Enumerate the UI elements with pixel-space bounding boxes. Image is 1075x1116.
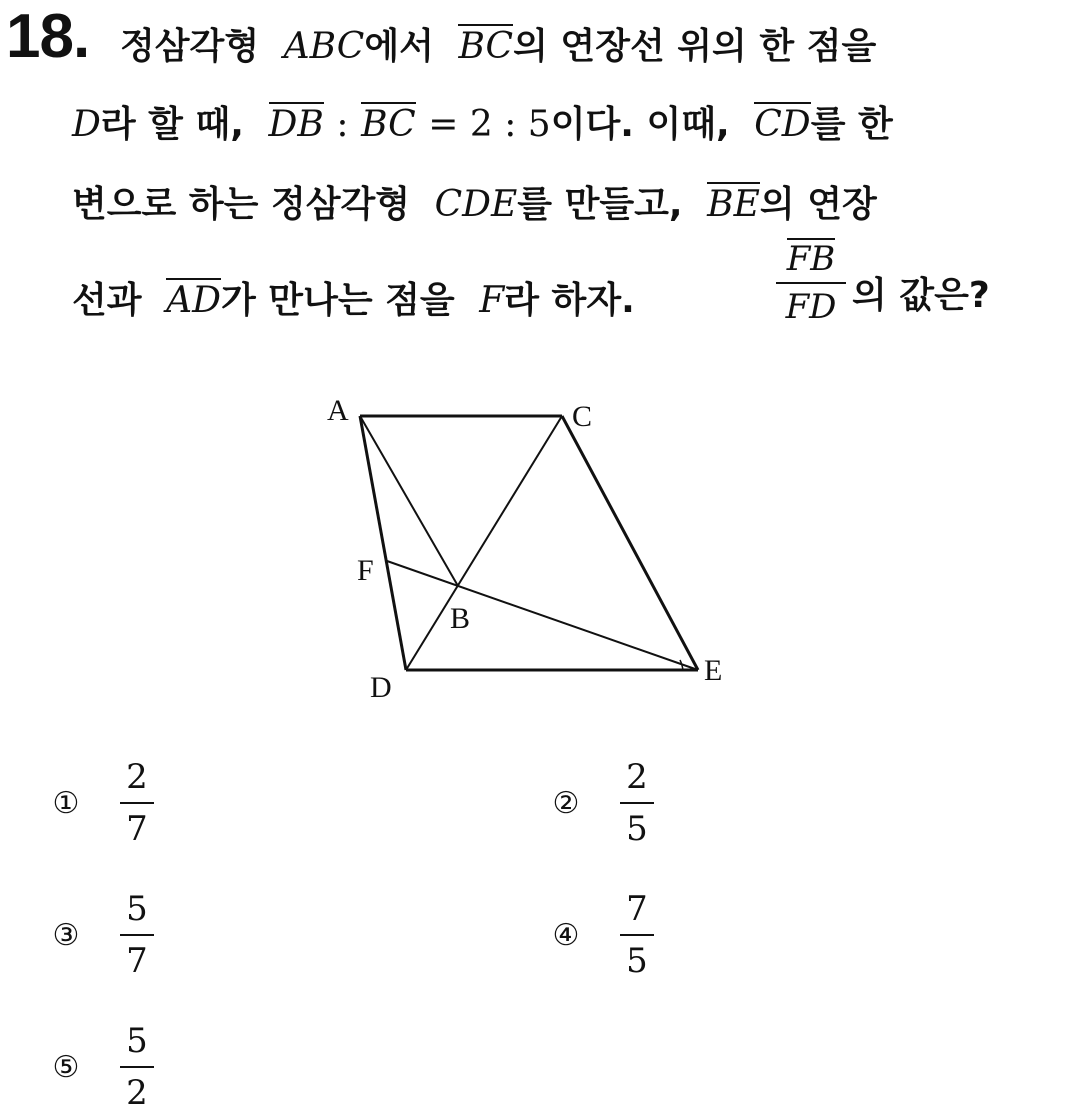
choice-denominator: 5 — [626, 809, 648, 849]
choice-marker: ④ — [552, 917, 580, 953]
math-cde: CDE — [434, 184, 518, 225]
fraction-bar — [620, 802, 654, 804]
text: 의 연장선 위의 한 점을 — [513, 26, 877, 67]
fraction-numerator: FB — [786, 239, 836, 279]
choice-numerator: 2 — [626, 757, 648, 797]
ratio: = 2 : 5 — [428, 104, 551, 145]
text: 의 값은? — [852, 275, 990, 316]
choice-fraction — [120, 1021, 154, 1113]
label-f: F — [357, 554, 374, 587]
text: 에서 — [364, 26, 434, 67]
text: 정삼각형 — [120, 26, 260, 67]
text: 가 만나는 점을 — [220, 280, 455, 321]
segment-ad: AD — [166, 280, 221, 321]
choice-numerator: 7 — [626, 889, 648, 929]
choice-fraction — [120, 757, 154, 849]
colon: : — [336, 104, 349, 145]
fraction-bar — [120, 1066, 154, 1068]
fraction-denominator: FD — [785, 287, 837, 327]
label-b: B — [450, 602, 471, 635]
text: 라 할 때, — [100, 104, 244, 145]
text: 를 만들고, — [517, 184, 683, 225]
choice-marker: ② — [552, 785, 580, 821]
question-number: 18. — [6, 2, 90, 71]
choice-1[interactable] — [46, 757, 154, 849]
choice-denominator: 5 — [626, 941, 648, 981]
choice-marker: ⑤ — [52, 1049, 80, 1085]
segment-bc: BC — [361, 104, 416, 145]
fraction-bar — [120, 934, 154, 936]
choice-fraction — [620, 889, 654, 981]
math-abc: ABC — [283, 26, 365, 67]
choice-marker: ③ — [52, 917, 80, 953]
choice-5[interactable] — [46, 1021, 154, 1113]
segment-cd: CD — [754, 104, 811, 145]
choice-numerator: 5 — [126, 889, 148, 929]
fraction-bar — [620, 934, 654, 936]
label-c: C — [572, 400, 593, 433]
segment-be: BE — [707, 184, 760, 225]
choice-denominator: 2 — [126, 1073, 148, 1113]
segment-fe — [387, 561, 698, 670]
text: 라 하자. — [504, 280, 635, 321]
text: 의 연장 — [759, 184, 877, 225]
choice-fraction — [620, 757, 654, 849]
segment-db: DB — [268, 104, 324, 145]
choice-3[interactable] — [46, 889, 154, 981]
label-a: A — [327, 394, 349, 427]
text: 를 한 — [810, 104, 893, 145]
math-f: F — [479, 280, 505, 321]
segment-ce — [562, 416, 698, 670]
label-d: D — [370, 671, 392, 704]
segment-cd — [406, 416, 562, 670]
choice-4[interactable] — [546, 889, 654, 981]
label-e: E — [704, 654, 723, 687]
choice-marker: ① — [52, 785, 80, 821]
segment-bc: BC — [458, 26, 514, 67]
choice-denominator: 7 — [126, 941, 148, 981]
text: 이다. 이때, — [550, 104, 730, 145]
text: 변으로 하는 정삼각형 — [72, 184, 411, 225]
choice-denominator: 7 — [126, 809, 148, 849]
choice-numerator: 2 — [126, 757, 148, 797]
choice-2[interactable] — [546, 757, 654, 849]
choice-fraction — [120, 889, 154, 981]
choice-numerator: 5 — [126, 1021, 148, 1061]
text: 선과 — [72, 280, 142, 321]
fraction-bar — [120, 802, 154, 804]
math-d: D — [72, 104, 101, 145]
